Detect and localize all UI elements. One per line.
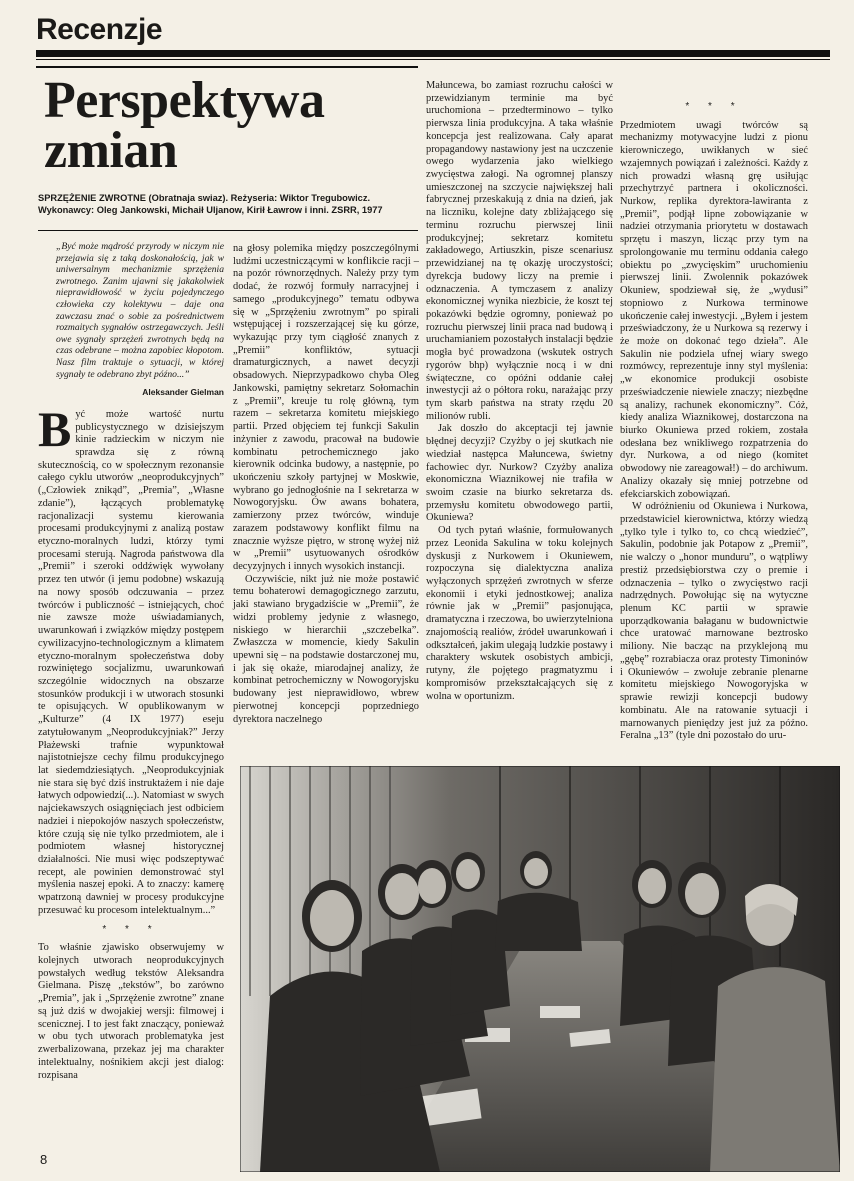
header-rule-thin: [36, 59, 830, 60]
title-line-2: zmian: [44, 122, 178, 179]
motto-quote: „Być może mądrość przyrody w niczym nie przejawia się z taką doskonałością, jak w uniwersalnym mechanizmie sprzężenia zwrotnego. Zanim ujawni się jakakolwiek nieprawidłowość w życiu pojedynczego człowieka czy kolektywu – daje ona zawczasu znać o sobie za pośrednictwem rozmaitych sygnałów ostrzegawczych. Jeśli owe sygnały sprzężeń zwrotnych będą na czas odebrane – można zapobiec kłopotom. Nasz film traktuje o sytuacji, w której sygnały te odebrano zbyt późno...”: [56, 241, 224, 380]
article-paragraph: Oczywiście, nikt już nie może postawić temu bohaterowi demagogicznego zarzutu, jaki stawiano brygadziście w „Premii”, że widzi problemy jedynie z własnego, niskiego w hierarchii „szczebelka”. Zwłaszcza w momencie, kiedy Sakulin upewni się – na podstawie dostarczonej mu, i jak się okaże, miarodajnej analizy, że kombinat petrochemiczny w Nowogoryjsku budowany jest nieprawidłowo, wbrew pierwotnej koncepcji poprzedniego dyrektora naczelnego: [233, 573, 419, 725]
article-paragraph: W odróżnieniu od Okuniewa i Nurkowa, przedstawiciel kierownictwa, którzy wiedzą „tylko tyle i tylko to, co chcą wiedzieć”, Sakulin, podobnie jak Potapow z „Premii”, nie walczy o „honor munduru”, o wątpliwy prestiż przedsiębiorstwa czy o premie i odznaczenia – tylko o zwycięstwo racji nadrzędnych. Powołując się na wytyczne plenum KC partii w sprawie uporządkowania bałaganu w budownictwie chce uratować marnowane beztrosko miliony. Nie bacząc na przyklejoną mu „gębę” rozrabiacza oraz protesty Timoninów i Okuniewów – zwołuje zebranie plenarne komitetu miejskiego Nowogoryjska w sprawie rewizji koncepcji budowy kombinatu. Ale na ratowanie sytuacji i marnowanych pieniędzy jest już za późno. Feralna „13” (tyle dni pozostało do uru-: [620, 501, 808, 742]
article-paragraph: na głosy polemika między poszczególnymi ludźmi uczestniczącymi w konflikcie racji – na pozór równorzędnych. Należy przy tym dodać, że rozwój formuły narracyjnej i samego „produkcyjnego” tematu odbywa się w „Sprzężeniu zwrotnym” po spirali wstępującej i rozszerzającej się ku górze, wykazując przy tym ciągłość znanych z „Premii” konfliktów, sytuacji dramaturgicznych, a nawet decyzji obsadowych. Nieprzypadkowo chyba Oleg Jankowski, pamiętny sekretarz Sołomachin z „Premii”, kreuje tu rolę główną, tym razem – sekretarza komitetu miejskiego partii. Przed objęciem tej funkcji Sakulin inżynier z zawodu, pracował na budowie kombinatu petrochemicznego jako kierownik odcinka budowy, a następnie, po ukończeniu szkoły partyjnej w Moskwie, wybrano go jednogłośnie na I sekretarza w Nowogoryjsku. Ów awans bohatera, zamierzony przez twórców, winduje zarazem podstawowy konflikt filmu na znacznie wyższe piętro, w stronę wyżej niż w „Premii” usytuowanych ośrodków decyzyjnych i innych wysokich instancji.: [233, 243, 419, 572]
column-1: [38, 241, 224, 1082]
film-credits: SPRZĘŻENIE ZWROTNE (Obratnaja swiaz). Reżyseria: Wiktor Tregubowicz. Wykonawcy: Oleg Jankowski, Michaił Uljanow, Kirił Ławrow i inni. ZSRR, 1977: [38, 193, 383, 215]
article-paragraph: Jak doszło do akceptacji tej jawnie błędnej decyzji? Czyżby o jej skutkach nie wiedział następca Małuncewa, świetny fachowiec dyr. Nurkow? Czyżby analiza ekonomiczna Wiaznikowej nie trafiła w swoim czasie na biurko sekretarza ds. przemysłu komitetu obwodowego partii, Okuniewa?: [426, 423, 613, 524]
section-header: Recenzje: [36, 13, 163, 46]
paragraph-text: yć może wartość nurtu publicystycznego w dzisiejszym kinie radzieckim w niczym nie sprawdza się z równą skutecznością, co w społecznym rezonansie całego cyklu utworów „neoprodukcyjnych” („Człowiek znikąd”, „Premia”, „Własne zdanie”), łączących problematykę racjonalizacji systemu kierowania procesami produkcyjnymi z analizą postaw etyczno-moralnych ludzi, którzy tymi procesami sterują. Nagroda państwowa dla „Premii” i szeroki oddźwięk wywołany przez ten utwór (i jemu podobne) wskazują na nowy sposób odczuwania – przez twórców i publiczność – istniejących, choć nie zawsze może uświadamianych, uwarunkowań i związków między postępem cywilizacyjno-technologicznym a klimatem etyczno-moralnym społeczeństwa doby rozwiniętego socjalizmu, uwarunkowań szczególnie widocznych na obszarze stosunków produkcji i w utworach stosunki te opisujących. W opublikowanym w „Kulturze” (4 IX 1977) eseju zatytułowanym „Neoprodukcyjniak?” Jerzy Płażewski trafnie wypunktował najistotniejsze cechy filmu produkcyjnego lat siedemdziesiątych. „Neoprodukcyjniak nie stara się być dziś instruktażem i nie daje łatwych odpowiedzi(...). Natomiast w swych najciekawszych osiągnięciach jest odbiciem nadziei i niepokojów naszych społeczeństw, które czują się nie tylko przedmiotem, ale i podmiotem własnej historycznej działalności. Nie musi więc podszeptywać recept, ale powinien demonstrować styl myślenia naszej epoki. A to znaczy: kamerę wpatrzoną dawniej w procesy produkcyjne przesuwać ku procesom intelektualnym...”: [38, 408, 224, 916]
film-still-photo: [240, 766, 840, 1172]
motto-author: Aleksander Gielman: [142, 387, 224, 398]
section-separator-stars: * * *: [102, 923, 160, 935]
meeting-photo-illustration: [240, 766, 840, 1172]
title-line-1: Perspektywa: [44, 72, 325, 129]
credits-rule: [38, 230, 418, 231]
title-rule: [36, 66, 418, 68]
article-title: [44, 72, 416, 179]
column-4: [620, 95, 808, 743]
article-paragraph: [38, 400, 224, 918]
column-2: [233, 243, 419, 726]
header-rule-thick: [36, 50, 830, 57]
drop-cap: B: [38, 400, 72, 457]
article-paragraph: Małuncewa, bo zamiast rozruchu całości w przewidzianym terminie ma być uruchomiona – przedterminowo – tylko pierwsza linia produkcyjna. A taka właśnie koncepcja jest realizowana. Cały aparat propagandowy nastawiony jest na uczczenie owego wydarzenia jako wielkiego zwycięstwa załogi. Na ogromnej planszy umieszczonej na szczycie największej hali fabrycznej przeskakują z dnia na dzień, jak na liczniku, kolejne daty zbliżającego się terminu rozruchu pierwszej linii produkcyjnej; sekretarz komitetu zakładowego, Artiuszkin, pisze scenariusz przewidzianej na tę okazję uroczystości; dyrekcja budowy liczy na premie i odznaczenia. A tymczasem z analizy ekonomicznej wynika niezbicie, że koszt tej pokazówki będzie ogromny, ponieważ po rozruchu pierwszej linii praca nad budową i uruchamianiem pozostałych instalacji będzie mogła być prowadzona (wskutek ostrych rygorów bhp) wyłącznie nocą i w dni świąteczne, co opóźni oddanie całej inwestycji aż o półtora roku, narażając przy tym skarb państwa na straty rzędu 20 milionów rubli.: [426, 80, 613, 422]
article-paragraph: Od tych pytań właśnie, formułowanych przez Leonida Sakulina w toku kolejnych dyskusji z Nurkowem i Okuniewem, rozpoczyna się dialektyczna analiza wyłączonych sprzężeń zwrotnych w sferze ekonomii i etyki jednostkowej; analiza równie jak w „Premii” pasjonująca, dramatyczna i rzeczowa, bo uwierzytelniona znajomością realiów, źródeł uwarunkowań i odkształceń, jakim ulegają ludzkie postawy i charaktery wskutek osobistych ambicji, rutyny, źle pojętego pragmatyzmu i kompromisów przekształcających się z wolna w oportunizm.: [426, 525, 613, 702]
article-paragraph: To właśnie zjawisko obserwujemy w kolejnych utworach neoprodukcyjnych powstałych według tekstów Aleksandra Gielmana. Piszę „tekstów”, bo zarówno „Premia”, jak i „Sprzężenie zwrotne” znane są już dziś w dwojakiej wersji: filmowej i scenicznej. I to jest fakt znaczący, ponieważ w obu tych utworach problematyka jest zwerbalizowana, przekaz jej ma charakter intelektualny, nośnikiem akcji jest dialog: rozpisana: [38, 942, 224, 1081]
page-number: 8: [40, 1152, 48, 1167]
section-separator-stars: * * *: [685, 101, 743, 112]
article-paragraph: Przedmiotem uwagi twórców są mechanizmy motywacyjne ludzi z pionu kierowniczego, uwikłanych w sieć wzajemnych powiązań i zależności. Każdy z nich prowadzi własną grę usiłując przechytrzyć partnera i okoliczności. Nurkow, replika dyrektora-lawiranta z „Premii”, podjął lipne zobowiązanie w nadziei otrzymania priorytetu w dostawach sprzętu i maszyn, licząc przy tym na sprolongowanie mu terminu oddania całego obiektu po „zwycięskim” uruchomieniu pierwszej linii. Zwolennik pokazówek Okuniew, spodziewał się, że „wydusi” stopniowo z Nurkowa terminowe ukończenie całej inwestycji. „Byłem i jestem przeświadczony, że u Nurkowa są rezerwy i że może on dokonać tego dzieła”. Ale Sakulin nie podziela ufnej wiary swego rozmówcy, reprezentuje inny styl myślenia: „w ekonomice produkcji osobiste przeświadczenie niewiele znaczy; niezbędne są analizy, rachunek ekonomiczny”. Cóż, kiedy analiza Wiaznikowej, dostarczona na biurko Okuniewa przed rokiem, została odesłana bez wnikliwego rozpatrzenia do dyr. Nurkowa, a od niego (komitet obwodowy nie zareagował!) – do archiwum. Analizy okazały się mniej potrzebne od efekciarskich zobowiązań.: [620, 119, 808, 500]
column-3: [426, 80, 613, 703]
